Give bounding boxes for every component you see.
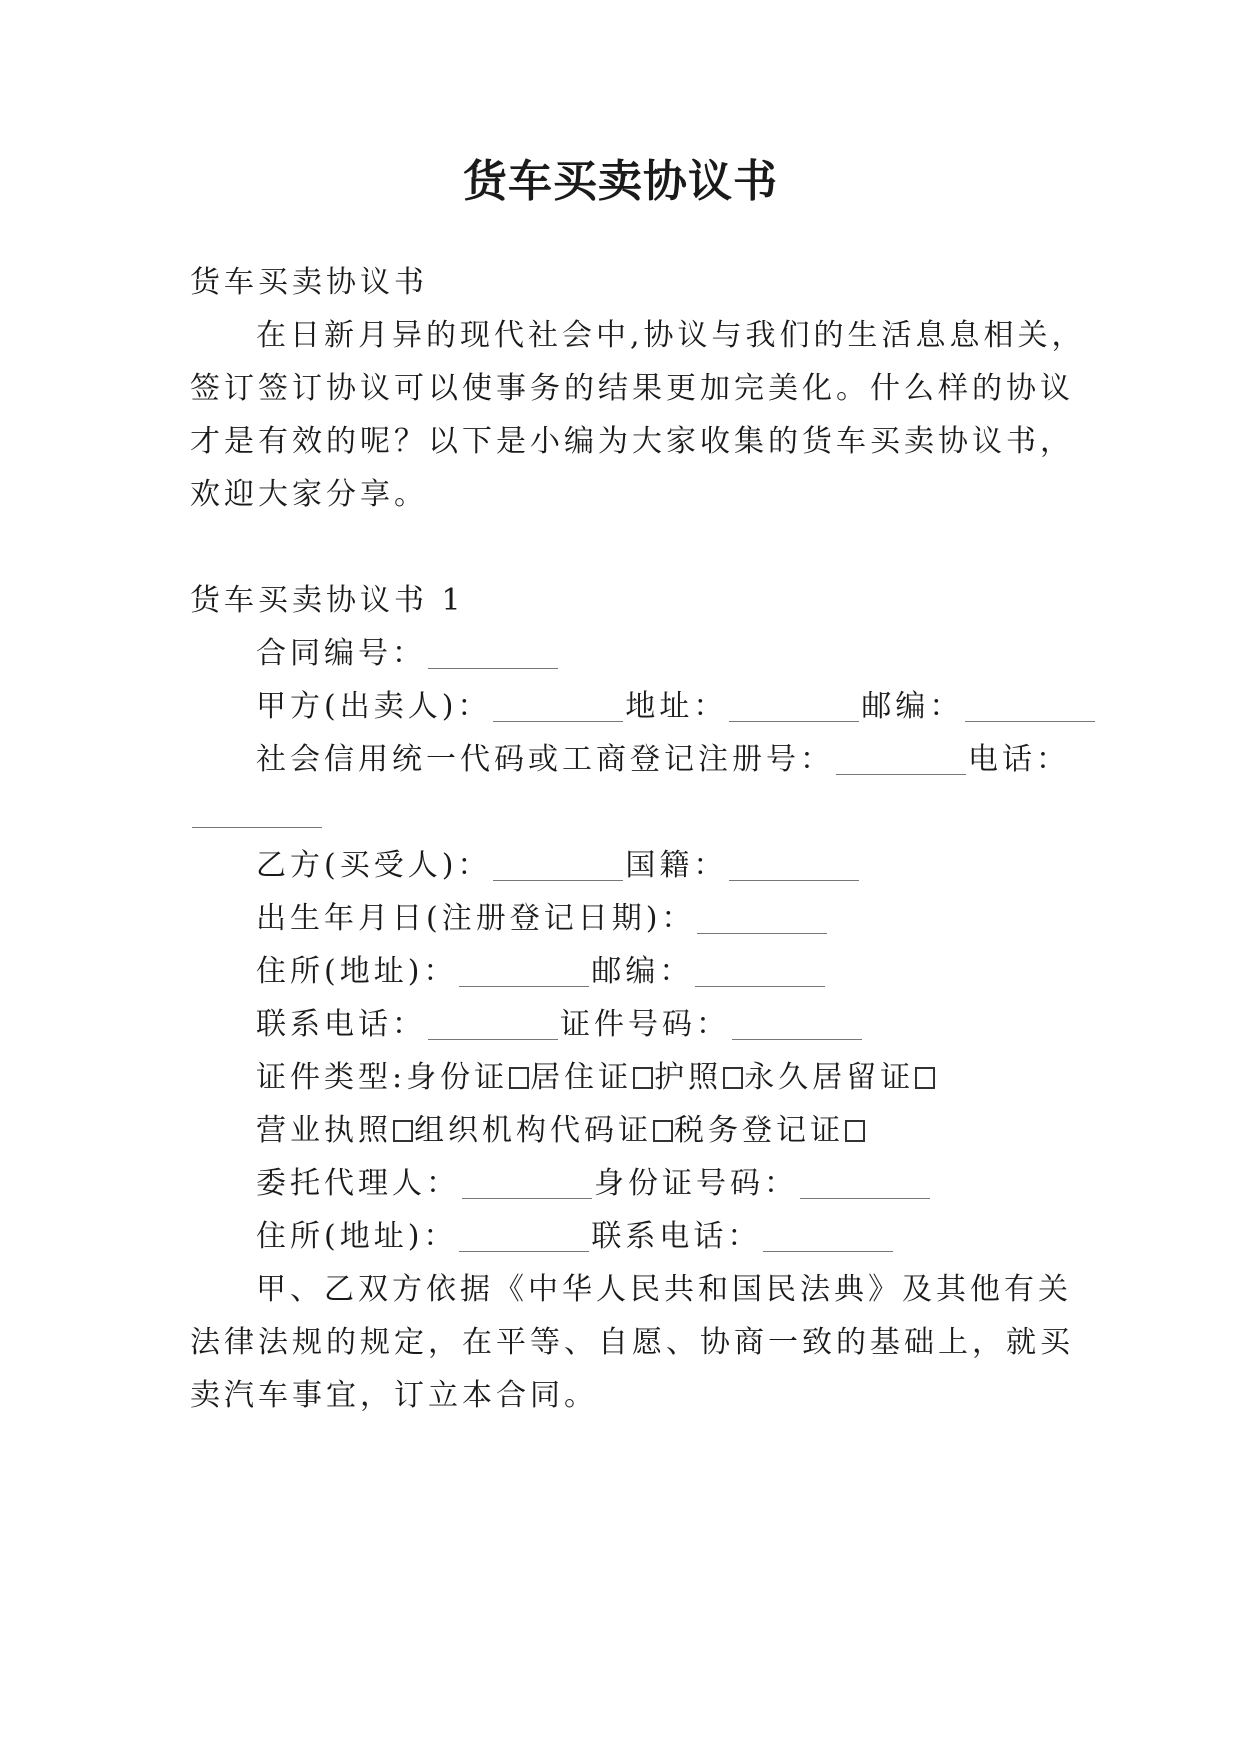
address-blank (729, 721, 859, 722)
party-a-label: 甲方(出卖人)： (256, 689, 492, 724)
party-a-blank (493, 721, 623, 722)
phone-label: 电话： (968, 742, 1070, 777)
id-type-row-1 (256, 1058, 1136, 1098)
contract-number-row (256, 634, 1136, 674)
credit-code-blank (836, 774, 966, 775)
id-type-label: 证件类型: (256, 1060, 407, 1095)
checkbox-icon[interactable] (509, 1067, 529, 1089)
intro-line-2: 签订签订协议可以使事务的结果更加完美化。什么样的协议 (190, 371, 1074, 406)
id-number-label: 证件号码： (560, 1007, 730, 1042)
section-1-title: 货车买卖协议书 1 (190, 583, 465, 618)
id-type-org-code: 组织机构代码证 (414, 1113, 652, 1148)
agent-label: 委托代理人： (256, 1166, 460, 1201)
residence-label: 住所(地址)： (256, 954, 458, 989)
id-type-permanent-residence: 永久居留证 (744, 1060, 915, 1095)
id-type-residence-permit: 居住证 (530, 1060, 633, 1095)
contact-phone-blank (428, 1039, 558, 1040)
agent-id-blank (800, 1198, 930, 1199)
contact-phone-2-label: 联系电话： (591, 1219, 762, 1254)
contact-phone-2-blank (763, 1251, 893, 1252)
residence-2-blank (459, 1251, 589, 1252)
postcode-blank (965, 721, 1095, 722)
intro-line-4: 欢迎大家分享。 (190, 477, 428, 512)
agent-row (256, 1164, 1136, 1204)
intro-line-3: 才是有效的呢？以下是小编为大家收集的货车买卖协议书， (190, 424, 1074, 459)
contact-phone-row (256, 1005, 1136, 1045)
checkbox-icon[interactable] (653, 1120, 673, 1142)
checkbox-icon[interactable] (723, 1067, 743, 1089)
clause-line-2: 法律法规的规定，在平等、自愿、协商一致的基础上，就买 (190, 1325, 1074, 1360)
birth-date-label: 出生年月日(注册登记日期)： (256, 901, 696, 936)
residence-2-label: 住所(地址)： (256, 1219, 458, 1254)
id-type-row-2 (256, 1111, 1136, 1151)
phone-blank-row (190, 793, 1070, 833)
agent-id-label: 身份证号码： (594, 1166, 798, 1201)
document-title: 货车买卖协议书 (463, 156, 778, 207)
birth-date-blank (697, 933, 827, 934)
residence-blank (459, 986, 589, 987)
id-type-business-license: 营业执照 (256, 1113, 392, 1148)
clause-line-3: 卖汽车事宜，订立本合同。 (190, 1378, 598, 1413)
phone-blank (192, 827, 322, 828)
address-label: 地址： (625, 689, 728, 724)
clause-line-1: 甲、乙双方依据《中华人民共和国民法典》及其他有关 (256, 1272, 1072, 1307)
id-number-blank (732, 1039, 862, 1040)
party-b-blank (493, 880, 623, 881)
id-type-passport: 护照 (654, 1060, 723, 1095)
agent-blank (462, 1198, 592, 1199)
intro-line-1: 在日新月异的现代社会中,协议与我们的生活息息相关， (256, 318, 1086, 353)
postcode-label: 邮编： (861, 689, 964, 724)
residence-2-row (256, 1217, 1136, 1257)
party-b-row (256, 846, 1136, 886)
contract-number-blank (428, 668, 558, 669)
party-a-row (256, 687, 1136, 727)
postcode-2-blank (695, 986, 825, 987)
checkbox-icon[interactable] (845, 1120, 865, 1142)
checkbox-icon[interactable] (633, 1067, 653, 1089)
document-subtitle: 货车买卖协议书 (190, 265, 428, 300)
nationality-blank (729, 880, 859, 881)
id-type-id-card: 身份证 (406, 1060, 509, 1095)
party-b-label: 乙方(买受人)： (256, 848, 492, 883)
checkbox-icon[interactable] (915, 1067, 935, 1089)
id-type-tax-registration: 税务登记证 (674, 1113, 844, 1148)
contract-number-label: 合同编号： (256, 636, 426, 671)
contact-phone-label: 联系电话： (256, 1007, 426, 1042)
residence-row (256, 952, 1136, 992)
postcode-2-label: 邮编： (591, 954, 694, 989)
checkbox-icon[interactable] (393, 1120, 413, 1142)
credit-code-label: 社会信用统一代码或工商登记注册号： (256, 742, 834, 777)
birth-date-row (256, 899, 1136, 939)
credit-code-row (256, 740, 1136, 780)
nationality-label: 国籍： (625, 848, 728, 883)
